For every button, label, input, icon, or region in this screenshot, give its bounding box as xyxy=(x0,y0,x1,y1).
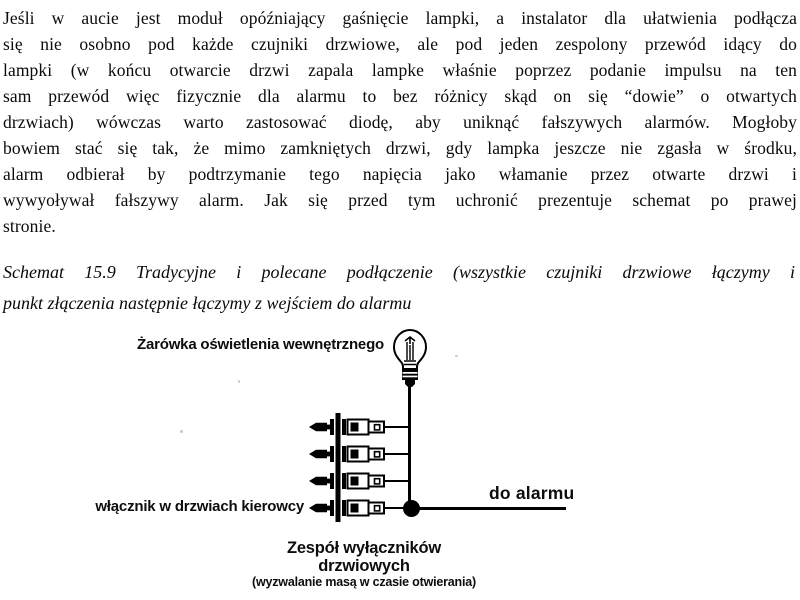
assembly-caption-line: (wyzwalanie masą w czasie otwierania) xyxy=(252,575,476,589)
junction-dot xyxy=(403,500,420,517)
caption-line: Schemat 15.9 Tradycyjne i polecane podłączenie (wszystkie czujniki drzwiowe łączymy i xyxy=(3,262,795,282)
switch-wire xyxy=(385,453,409,456)
figure-caption xyxy=(3,257,795,319)
door-switch-icon xyxy=(306,439,386,469)
driver-door-switch-label: włącznik w drzwiach kierowcy xyxy=(95,498,304,515)
paragraph-line: Jeśli w aucie jest moduł opóźniający gaśnięcie lampki, a instalator dla ułatwienia podłącza xyxy=(3,8,797,28)
switch-assembly-caption xyxy=(214,540,514,590)
switch-wire xyxy=(385,480,409,483)
bulb-label: Żarówka oświetlenia wewnętrznego xyxy=(137,336,384,353)
paragraph-line: bowiem stać się tak, że mimo zamkniętych drzwi, gdy lampka jeszcze nie zgasła w środku, xyxy=(3,138,797,158)
body-paragraph xyxy=(3,5,797,239)
paragraph-line: się nie osobno pod każde czujniki drzwiowe, ale pod jeden zespolony przewód idący do xyxy=(3,34,797,54)
door-switch-icon xyxy=(306,466,386,496)
switch-wire xyxy=(385,426,409,429)
paragraph-line: alarm odbierał by podtrzymanie tego napięcia jako włamanie przez otwarte drzwi i xyxy=(3,164,797,184)
to-alarm-label: do alarmu xyxy=(489,483,575,503)
alarm-wire xyxy=(411,507,566,510)
door-switch-icon xyxy=(306,493,386,523)
light-bulb-icon xyxy=(388,328,432,390)
paragraph-line: lampki (w końcu otwarcie drzwi zapala lampke właśnie poprzez podanie impulsu na ten xyxy=(3,60,797,80)
scan-speck xyxy=(455,355,458,357)
scan-speck xyxy=(180,430,183,433)
assembly-caption-line: drzwiowych xyxy=(318,556,410,575)
door-switch-icon xyxy=(306,412,386,442)
paragraph-line: stronie. xyxy=(3,216,56,236)
wiring-diagram xyxy=(0,325,800,600)
paragraph-line: drzwiach) wówczas warto zastosować diodę, aby uniknąć fałszywych alarmów. Mogłoby xyxy=(3,112,797,132)
paragraph-line: wywyoływał fałszywy alarm. Jak się przed tym uchronić prezentuje schemat po prawej xyxy=(3,190,797,210)
scan-speck xyxy=(238,380,240,383)
caption-line: punkt złączenia następnie łączymy z wejściem do alarmu xyxy=(3,293,412,313)
lamp-wire xyxy=(408,387,411,510)
paragraph-line: sam przewód więc fizycznie dla alarmu to bez różnicy skąd on się “dowie” o otwartych xyxy=(3,86,797,106)
assembly-caption-line: Zespół wyłączników xyxy=(286,539,442,557)
